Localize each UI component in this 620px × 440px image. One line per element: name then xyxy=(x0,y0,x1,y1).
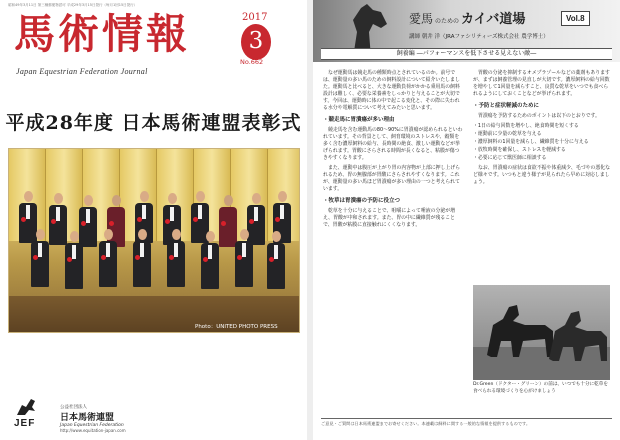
photo-caption: Dr.Green（ドクター・グリーン）の前は、いつでも十分に乾草を食べられる環境づくりを心がけましょう xyxy=(473,382,608,394)
publisher-block xyxy=(60,404,126,433)
author-line: 講師 朝井 洋（JRAファシリティーズ株式会社 農学博士） xyxy=(409,34,549,40)
article-column-right xyxy=(473,70,613,189)
issue-month-badge: 3 xyxy=(241,24,271,60)
series-name: カイバ道場 xyxy=(461,12,526,27)
article-paragraph: 胃潰瘍を予防するためのポイントは以下のとおりです。 xyxy=(478,113,600,119)
list-item: ・必要に応じて獣医師に相談する xyxy=(473,155,547,161)
horses-photo xyxy=(473,285,610,380)
cover-year: 2017 xyxy=(242,12,268,23)
photo-credit: Photo：UNITED PHOTO PRESS xyxy=(195,324,278,330)
article-intro: なぜ運動馬は競走馬の種類時点とされているのか。前号では、運動量の多い馬のための飼料設計について紹介いたしました。運動馬と比べると、大きな運動負荷がかかる乗用馬の飼料設計は難しく、必要な栄養素をしっかりと与えることが大切です。今回は、運動時に体の中で起こる変化と、その際に失われる水分や電解質について考えてみたいと思います。 xyxy=(323,70,460,111)
article-paragraph: また、運動中は腹圧が上がり胃の内容物が上部に押し上げられるため、胃の無腺部が胃酸にさらされやすくなります。これが、運動量の多い馬ほど胃潰瘍が多い理由の一つと考えられています。 xyxy=(323,165,461,192)
org-name: 日本馬術連盟 xyxy=(60,413,115,423)
org-name-en: Japan Equestrian Federation xyxy=(60,423,124,428)
cover-feature-title: 平成28年度 日本馬術連盟表彰式 xyxy=(5,112,302,134)
org-url: http://www.equitation-japan.com xyxy=(60,428,126,433)
section-heading: ・牧草は胃潰瘍の予防に役立つ xyxy=(323,198,401,204)
series-mid: のための xyxy=(435,18,460,25)
org-type: 公益社団法人 xyxy=(60,405,87,410)
article-column-left xyxy=(323,70,463,232)
award-ceremony-photo xyxy=(8,148,300,333)
article-footer-note: ご意見・ご質問は日本馬術連盟までお寄せください。本連載は飼料に関する一般的な情報を提供するものです。 xyxy=(321,418,612,427)
cover-subtitle-en: Japan Equestrian Federation Journal xyxy=(16,67,148,76)
issue-number: No.662 xyxy=(240,58,264,66)
section-heading: ・競走馬に胃潰瘍が多い理由 xyxy=(323,117,395,123)
cover-small-print: 昭和49年3月11日 第三種郵便物認可 平成29年3月15日発行（毎月1回15日発行） xyxy=(8,3,138,7)
list-item: ・濃厚飼料の1回量を減らし、繊維質を十分に与える xyxy=(473,139,589,145)
article-paragraph: 乾草を十分に与えることで、咀嚼によって唾液の分泌が増え、胃酸が中和されます。また、胃の中に繊維質が残ることで、胃酸が粘膜に直接触れにくくなります。 xyxy=(323,208,456,228)
article-paragraph: 競走馬を含む運動馬の80〜90%に胃潰瘍が認められるといわれています。その背景として、飼育環境のストレスや、穀類を多く含む濃厚飼料の給与、長時間の絶食、激しい運動などが挙げられます。胃酸にさらされる時間が長くなると、粘膜が傷つきやすくなります。 xyxy=(323,127,463,161)
article-paragraph: なお、胃潰瘍の症状は食欲不振や体重減少、毛づやの悪化など様々です。いつもと違う様子が見られたら早めに対応しましょう。 xyxy=(473,165,611,185)
series-title xyxy=(409,8,525,27)
tips-list xyxy=(473,123,613,162)
series-prefix: 愛馬 xyxy=(409,12,434,26)
cover-page xyxy=(0,0,307,440)
article-page xyxy=(313,0,620,440)
jef-logo-text: JEF xyxy=(14,418,36,429)
magazine-masthead: 馬術情報 xyxy=(14,10,190,58)
article-topic: 飼養編 ―パフォーマンスを低下させる見えない敵― xyxy=(321,48,612,60)
list-item: ・放牧時間を確保し、ストレスを軽減する xyxy=(473,147,566,153)
list-item: ・1日の給与回数を増やし、絶食時間を短くする xyxy=(473,123,579,129)
jef-horse-logo-icon xyxy=(14,395,38,419)
list-item: ・運動前に少量の乾草を与える xyxy=(473,131,542,137)
section-heading: ・予防と症状軽減のために xyxy=(473,103,540,109)
horses-illustration xyxy=(473,285,610,380)
volume-badge: Vol.8 xyxy=(561,11,590,26)
article-header xyxy=(313,0,620,62)
article-paragraph: 胃酸の分泌を抑制するオメプラゾールなどの薬剤もありますが、まずは飼養管理の見直しが大切です。濃厚飼料の給与回数を増やして1回量を減らすこと、良質な乾草をいつでも食べられるようにしておくことなどが挙げられます。 xyxy=(473,70,610,97)
